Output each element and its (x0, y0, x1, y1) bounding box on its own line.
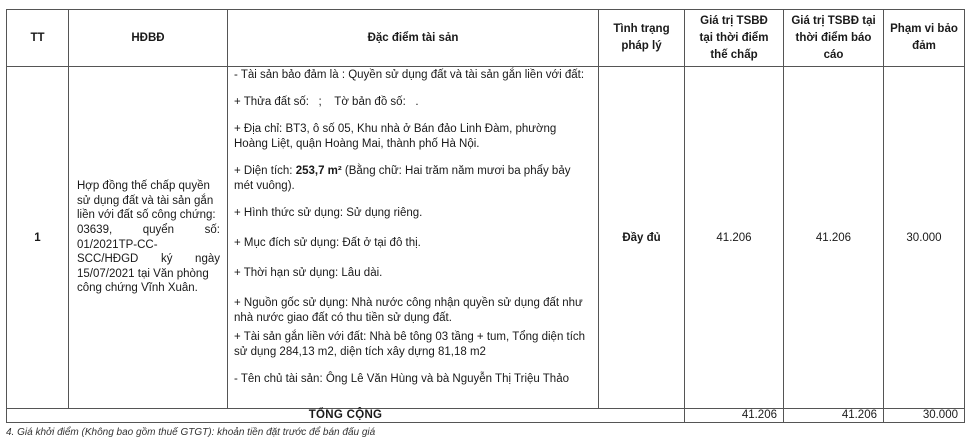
feature-parcel: + Thửa đất số: ; Tờ bản đồ số: . (234, 96, 419, 108)
total-row (7, 409, 965, 423)
header-tt: TT (7, 10, 69, 67)
area-in-words: (Bằng chữ: Hai trăm năm mươi ba phẩy bảy mét vuông). (234, 165, 571, 192)
total-value-at-mortgage: 41.206 (685, 409, 784, 423)
cell-value-at-mortgage: 41.206 (685, 67, 784, 409)
header-text: Giá trị TSBĐ (700, 14, 768, 27)
header-legal-status (599, 10, 685, 67)
contract-line: 01/2021TP-CC- (77, 238, 158, 251)
cell-tt: 1 (7, 67, 69, 409)
feature-usage-purpose: + Mục đích sử dụng: Đất ở tại đô thị. (234, 237, 421, 249)
table-header-row (7, 10, 965, 67)
header-text: thế chấp (710, 48, 758, 61)
total-value-at-report: 41.206 (784, 409, 884, 423)
area-value: 253,7 m² (295, 165, 342, 177)
feature-usage-form: + Hình thức sử dụng: Sử dụng riêng. (234, 207, 423, 219)
area-label: + Diện tích: (234, 165, 296, 177)
header-contract: HĐBĐ (69, 10, 228, 67)
header-guarantee-scope (884, 10, 965, 67)
header-value-at-report (784, 10, 884, 67)
contract-line: liền với đất số công chứng: (77, 209, 216, 222)
cell-legal-status: Đầy đủ (599, 67, 685, 409)
contract-line: 03639, quyển số: (77, 223, 220, 236)
feature-asset-type: - Tài sản bảo đảm là : Quyền sử dụng đất và tài sản gắn liền với đất: (234, 69, 585, 81)
feature-usage-term: + Thời hạn sử dụng: Lâu dài. (234, 267, 383, 279)
cell-contract (69, 67, 228, 409)
header-text: pháp lý (621, 40, 662, 52)
contract-line: 15/07/2021 tại Văn phòng (77, 267, 209, 280)
header-text: Giá trị TSBĐ tại (791, 14, 876, 27)
contract-line: công chứng Vĩnh Xuân. (77, 282, 198, 295)
header-text: Phạm vi bảo (890, 23, 958, 35)
feature-owner: - Tên chủ tài sản: Ông Lê Văn Hùng và bà Nguyễn Thị Triệu Thảo (234, 373, 569, 385)
footnote: 4. Giá khởi điểm (Không bao gồm thuế GTGT): khoản tiền đặt trước để bán đấu giá (6, 427, 376, 438)
total-guarantee-scope: 30.000 (884, 409, 965, 423)
table-row (7, 67, 965, 409)
total-label: TỔNG CỘNG (7, 409, 685, 423)
cell-guarantee-scope: 30.000 (884, 67, 965, 409)
header-text: thời điểm báo (795, 31, 872, 44)
header-text: tại thời điểm (699, 31, 769, 44)
asset-table (6, 9, 965, 423)
feature-attached-asset: + Tài sản gắn liền với đất: Nhà bê tông 03 tầng + tum, Tổng diện tích sử dụng 284,13 m2, diện tích xây dựng 81,18 m2 (234, 331, 586, 358)
feature-address: + Địa chỉ: BT3, ô số 05, Khu nhà ở Bán đảo Linh Đàm, phường Hoàng Liệt, quận Hoàng Mai, thành phố Hà Nội. (234, 123, 557, 150)
contract-line: SCC/HĐGD ký ngày (77, 253, 220, 266)
contract-line: Hợp đồng thế chấp quyền (77, 180, 210, 193)
feature-usage-origin: + Nguồn gốc sử dụng: Nhà nước công nhận quyền sử dụng đất như nhà nước giao đất có thu tiền sử dụng đất. (234, 297, 583, 324)
header-value-at-mortgage (685, 10, 784, 67)
cell-asset-features (228, 67, 599, 409)
header-features: Đặc điểm tài sản (228, 10, 599, 67)
header-text: đảm (912, 40, 936, 52)
feature-area (234, 164, 592, 194)
contract-line: sử dụng đất và tài sản gắn (77, 194, 214, 207)
header-text: Tình trạng (613, 23, 670, 35)
cell-value-at-report: 41.206 (784, 67, 884, 409)
header-text: cáo (823, 48, 844, 61)
